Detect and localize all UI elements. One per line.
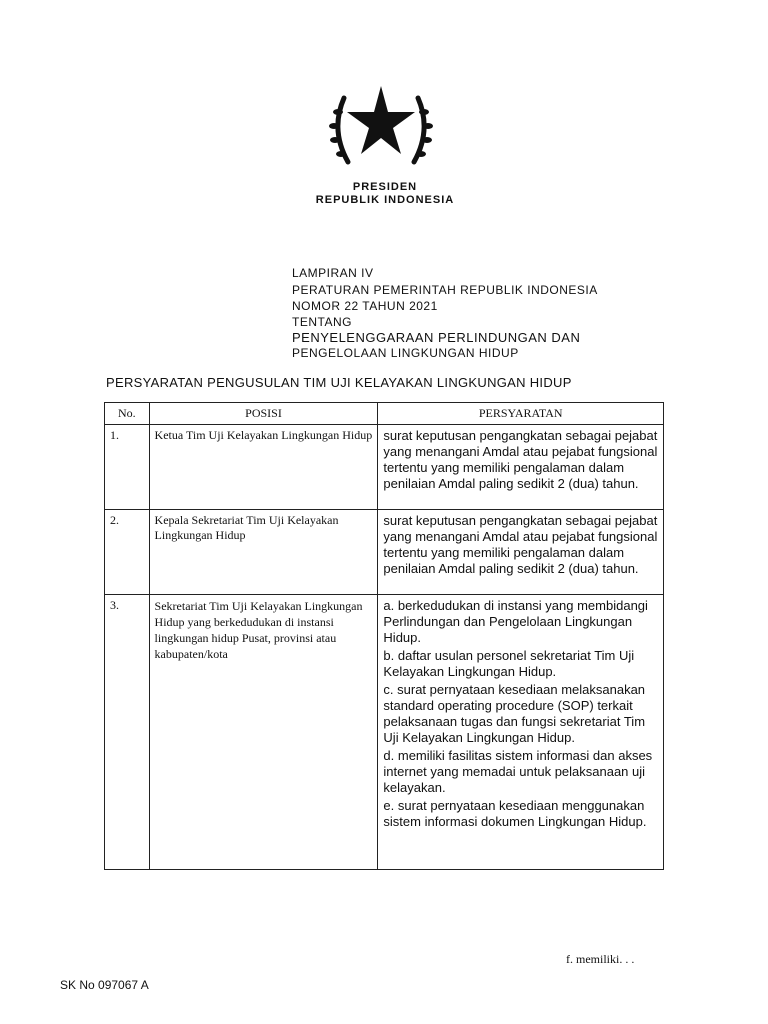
row-position: Ketua Tim Uji Kelayakan Lingkungan Hidup: [149, 425, 378, 510]
requirements-table: [104, 402, 664, 870]
header-requirement: PERSYARATAN: [378, 403, 664, 425]
table-row: [105, 510, 664, 595]
presidential-emblem-icon: [322, 78, 440, 182]
list-item: d. memiliki fasilitas sistem informasi dan akses internet yang memadai untuk pelaksanaan uji kelayakan.: [383, 748, 653, 795]
row-number: 1.: [105, 425, 150, 510]
row-number: 3.: [105, 595, 150, 870]
table-header-row: [105, 403, 664, 425]
footer-code: SK No 097067 A: [60, 978, 149, 992]
header-position: POSISI: [149, 403, 378, 425]
lampiran-label: LAMPIRAN IV: [292, 266, 374, 280]
lampiran-regulation: PERATURAN PEMERINTAH REPUBLIK INDONESIA: [292, 283, 598, 297]
row-position: Kepala Sekretariat Tim Uji Kelayakan Lingkungan Hidup: [149, 510, 378, 595]
list-item: e. surat pernyataan kesediaan menggunakan sistem informasi dokumen Lingkungan Hidup.: [383, 798, 647, 829]
lampiran-number: NOMOR 22 TAHUN 2021: [292, 299, 438, 313]
row-position: Sekretariat Tim Uji Kelayakan Lingkungan Hidup yang berkedudukan di instansi lingkungan hidup Pusat, provinsi atau kabupaten/kota: [149, 595, 378, 870]
lampiran-title-line2: PENGELOLAAN LINGKUNGAN HIDUP: [292, 346, 519, 360]
header-no: No.: [105, 403, 150, 425]
row-requirement-list: [378, 595, 664, 870]
header-republic: REPUBLIK INDONESIA: [315, 194, 455, 206]
header-president: PRESIDEN: [352, 181, 418, 193]
list-item: c. surat pernyataan kesediaan melaksanakan standard operating procedure (SOP) terkait pelaksanaan tugas dan fungsi sekretariat Tim Uji Kelayakan Lingkungan Hidup.: [383, 682, 646, 745]
list-item: a. berkedudukan di instansi yang membidangi Perlindungan dan Pengelolaan Lingkungan Hidup.: [383, 598, 648, 645]
lampiran-about: TENTANG: [292, 315, 352, 329]
table-row: [105, 595, 664, 870]
document-title: PERSYARATAN PENGUSULAN TIM UJI KELAYAKAN LINGKUNGAN HIDUP: [106, 375, 572, 390]
continuation-marker: f. memiliki. . .: [566, 952, 635, 966]
list-item: b. daftar usulan personel sekretariat Tim Uji Kelayakan Lingkungan Hidup.: [383, 648, 635, 679]
row-requirement: surat keputusan pengangkatan sebagai pejabat yang menangani Amdal atau pejabat fungsional tertentu yang memiliki pengalaman dalam penilaian Amdal paling sedikit 2 (dua) tahun.: [378, 425, 664, 510]
lampiran-title-line1: PENYELENGGARAAN PERLINDUNGAN DAN: [292, 330, 581, 345]
table-row: [105, 425, 664, 510]
row-requirement: surat keputusan pengangkatan sebagai pejabat yang menangani Amdal atau pejabat fungsional tertentu yang memiliki pengalaman dalam penilaian Amdal paling sedikit 2 (dua) tahun.: [378, 510, 664, 595]
row-number: 2.: [105, 510, 150, 595]
